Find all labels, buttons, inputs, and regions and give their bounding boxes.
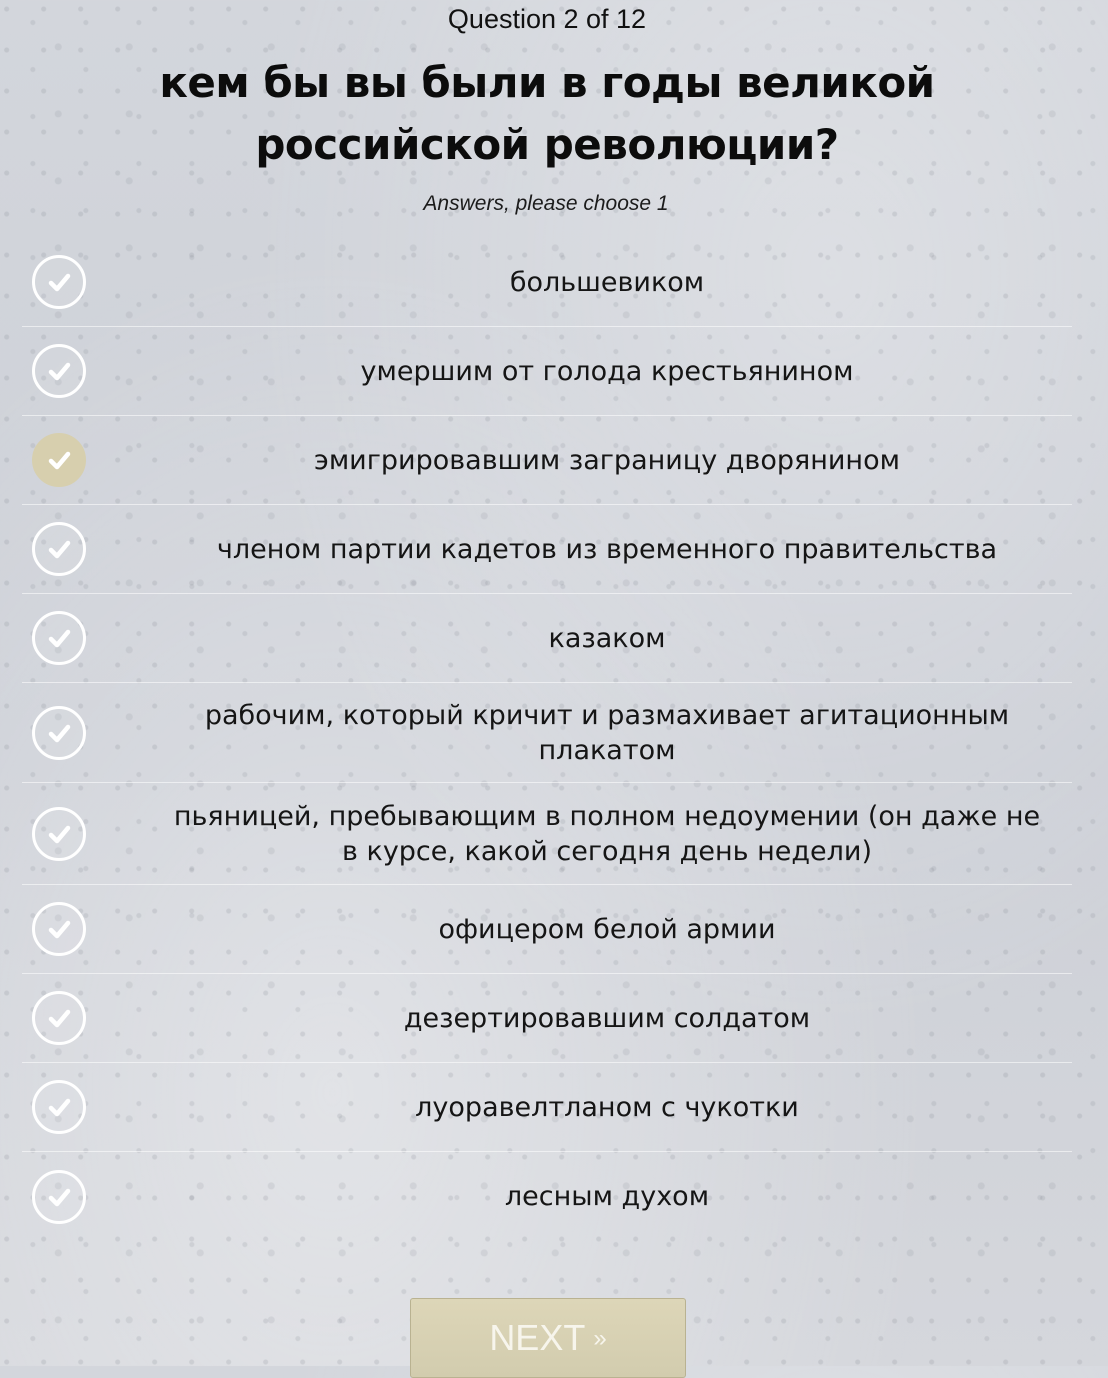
answer-label: рабочим, который кричит и размахивает агитационным плакатом — [204, 699, 1010, 766]
answer-label: членом партии кадетов из временного правительства — [216, 533, 998, 565]
check-icon[interactable] — [32, 991, 86, 1045]
answer-option[interactable] — [22, 1063, 1072, 1152]
answer-option[interactable] — [22, 783, 1072, 885]
answer-option[interactable] — [22, 885, 1072, 974]
answer-option[interactable] — [22, 683, 1072, 783]
check-icon[interactable] — [32, 255, 86, 309]
answer-option[interactable] — [22, 1152, 1072, 1241]
check-icon[interactable] — [32, 807, 86, 861]
answer-label: большевиком — [509, 266, 705, 298]
answer-label: дезертировавшим солдатом — [403, 1002, 811, 1034]
question-counter: Question 2 of 12 — [447, 4, 647, 34]
answer-list — [22, 238, 1072, 1241]
answer-label: луоравелтланом с чукотки — [415, 1091, 799, 1123]
check-icon[interactable] — [32, 611, 86, 665]
answer-label: казаком — [548, 622, 666, 654]
next-label: NEXT — [489, 1317, 586, 1358]
check-icon[interactable] — [32, 344, 86, 398]
answer-option[interactable] — [22, 238, 1072, 327]
answer-label: эмигрировавшим заграницу дворянином — [314, 444, 900, 476]
answer-label: лесным духом — [504, 1181, 710, 1212]
answer-label: пьяницей, пребывающим в полном недоумении (он даже не в курсе, какой сегодня день недели) — [173, 800, 1041, 867]
answer-hint: Answers, please choose 1 — [423, 192, 669, 215]
check-icon[interactable] — [32, 433, 86, 487]
next-button[interactable] — [410, 1298, 686, 1378]
answer-label: офицером белой армии — [438, 913, 776, 945]
answer-option[interactable] — [22, 974, 1072, 1063]
check-icon[interactable] — [32, 1170, 86, 1224]
answer-option[interactable] — [22, 594, 1072, 683]
question-title: кем бы вы были в годы великой российской революции? — [159, 58, 935, 169]
check-icon[interactable] — [32, 522, 86, 576]
check-icon[interactable] — [32, 1080, 86, 1134]
answer-label: умершим от голода крестьянином — [360, 355, 854, 387]
answer-option[interactable] — [22, 327, 1072, 416]
answer-option[interactable] — [22, 416, 1072, 505]
chevron-right-icon: » — [593, 1325, 607, 1352]
check-icon[interactable] — [32, 706, 86, 760]
check-icon[interactable] — [32, 902, 86, 956]
answer-option[interactable] — [22, 505, 1072, 594]
